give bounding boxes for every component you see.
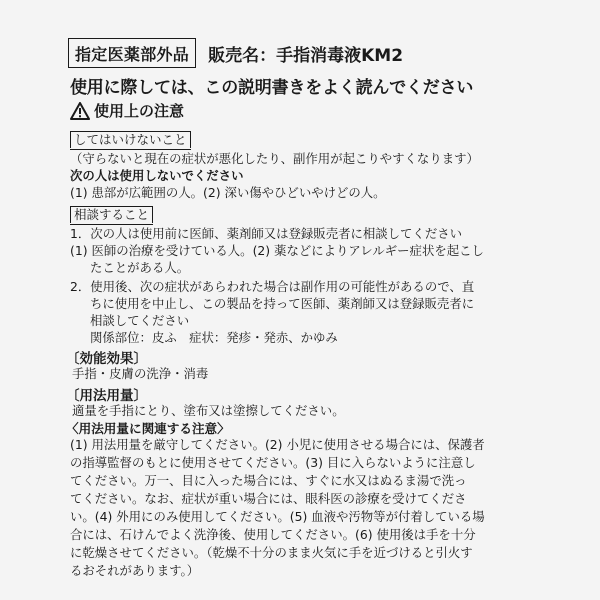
usage-note-line-4: てください。なお、症状が重い場合には、眼科医の診療を受けてくださ xyxy=(70,491,467,506)
header-row xyxy=(68,38,403,68)
usage-heading: 〔用法用量〕 xyxy=(66,388,147,404)
read-instructions-notice: 使用に際しては、この説明書きをよく読んでください xyxy=(70,78,474,98)
consult-line-5: ちに使用を中止し、この製品を持って医師、薬剤師又は登録販売者に xyxy=(90,296,475,311)
dont-line-3: (1) 患部が広範囲の人。(2) 深い傷やひどいやけどの人。 xyxy=(70,185,386,200)
warning-triangle-icon xyxy=(70,102,90,120)
dont-line-1: （守らないと現在の症状が悪化したり、副作用が起こりやすくなります） xyxy=(70,151,479,166)
usage-note-line-5: い。(4) 外用にのみ使用してください。(5) 血液や汚物等が付着している場 xyxy=(70,509,485,524)
caution-title-text: 使用上の注意 xyxy=(94,102,185,120)
usage-note-line-2: の指導監督のもとに使用させてください。(3) 目に入らないように注意し xyxy=(70,455,476,470)
consult-line-7: 関係部位：皮ふ 症状：発疹・発赤、かゆみ xyxy=(90,330,338,345)
consult-line-6: 相談してください xyxy=(90,313,190,328)
dont-section-label: してはいけないこと xyxy=(70,131,191,148)
effects-text: 手指・皮膚の洗浄・消毒 xyxy=(72,366,209,381)
caution-title xyxy=(70,100,184,121)
consult-line-1: 1．次の人は使用前に医師、薬剤師又は登録販売者に相談してください xyxy=(70,226,462,241)
usage-note-line-6: 合には、石けんでよく洗浄後、使用してください。(6) 使用後は手を十分 xyxy=(70,527,476,542)
category-label: 指定医薬部外品 xyxy=(68,38,196,68)
usage-note-line-8: るおそれがあります。） xyxy=(70,563,200,578)
usage-note-line-7: に乾燥させてください。（乾燥不十分のまま火気に手を近づけると引火す xyxy=(70,545,473,560)
usage-notes-heading: 〈用法用量に関連する注意〉 xyxy=(66,421,230,436)
usage-note-line-1: (1) 用法用量を厳守してください。(2) 小児に使用させる場合には、保護者 xyxy=(70,437,485,452)
product-name: 販売名：手指消毒液KM2 xyxy=(208,45,404,66)
usage-text: 適量を手指にとり、塗布又は塗擦してください。 xyxy=(72,403,345,418)
consult-line-4: 2．使用後、次の症状があらわれた場合は副作用の可能性があるので、直 xyxy=(70,279,475,294)
consult-line-3: たことがある人。 xyxy=(90,260,190,275)
dont-line-2: 次の人は使用しないでください xyxy=(70,168,244,183)
effects-heading: 〔効能効果〕 xyxy=(66,351,147,367)
consult-section-label: 相談すること xyxy=(70,206,153,223)
consult-line-2: (1) 医師の治療を受けている人。(2) 薬などによりアレルギー症状を起こし xyxy=(70,243,484,258)
usage-note-line-3: てください。万一、目に入った場合には、すぐに水又はぬるま湯で洗っ xyxy=(70,473,467,488)
